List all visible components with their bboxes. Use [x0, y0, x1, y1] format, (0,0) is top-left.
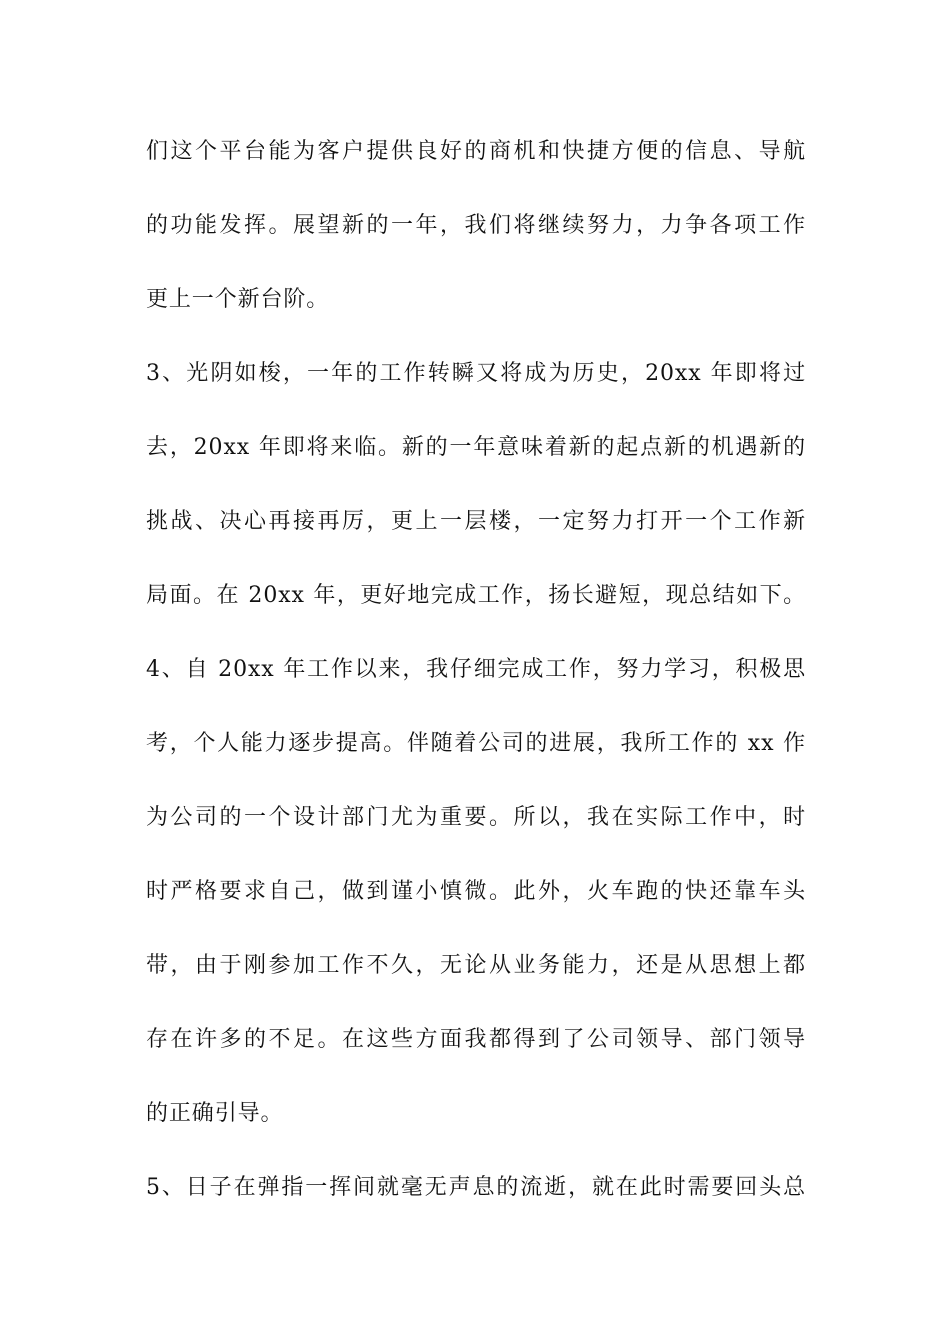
text-line: 4、自 20xx 年工作以来，我仔细完成工作，努力学习，积极思	[146, 657, 806, 682]
text-line: 挑战、决心再接再厉，更上一层楼，一定努力打开一个工作新	[146, 509, 806, 534]
text-line: 5、日子在弹指一挥间就毫无声息的流逝，就在此时需要回头总	[146, 1175, 806, 1200]
text-line: 考，个人能力逐步提高。伴随着公司的进展，我所工作的 xx 作	[146, 731, 806, 756]
text-line: 3、光阴如梭，一年的工作转瞬又将成为历史，20xx 年即将过	[146, 361, 806, 386]
text-line: 带，由于刚参加工作不久，无论从业务能力，还是从思想上都	[146, 953, 806, 978]
text-line: 时严格要求自己，做到谨小慎微。此外，火车跑的快还靠车头	[146, 879, 806, 904]
text-line: 更上一个新台阶。	[146, 287, 330, 312]
text-line: 去，20xx 年即将来临。新的一年意味着新的起点新的机遇新的	[146, 435, 806, 460]
text-line: 的正确引导。	[146, 1101, 284, 1126]
text-line: 们这个平台能为客户提供良好的商机和快捷方便的信息、导航	[146, 139, 806, 164]
text-line: 的功能发挥。展望新的一年，我们将继续努力，力争各项工作	[146, 213, 806, 238]
text-line: 存在许多的不足。在这些方面我都得到了公司领导、部门领导	[146, 1027, 806, 1052]
text-line: 局面。在 20xx 年，更好地完成工作，扬长避短，现总结如下。	[146, 583, 806, 608]
text-line: 为公司的一个设计部门尤为重要。所以，我在实际工作中，时	[146, 805, 806, 830]
document-body	[146, 124, 806, 1234]
